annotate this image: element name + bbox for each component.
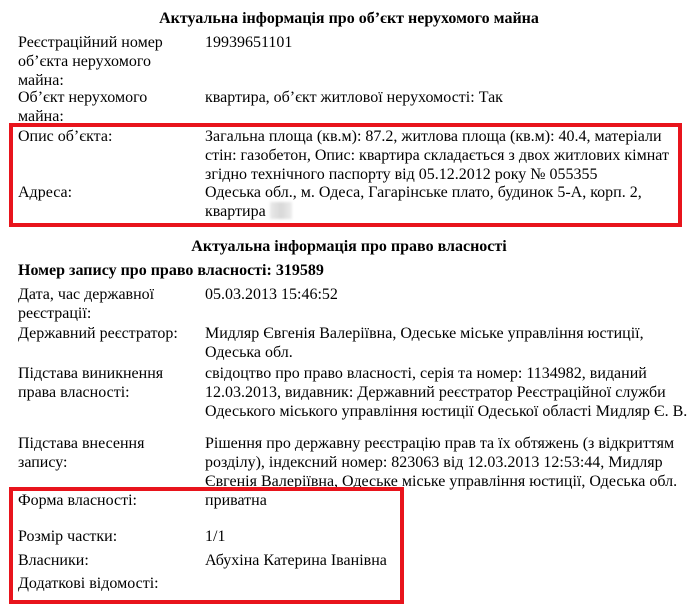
owners-value: Абухіна Катерина Іванівна [205,552,387,569]
redacted-apartment-number [270,202,292,219]
share-size-label: Розмір частки: [18,528,118,545]
ownership-basis-value: свідоцтво про право власності, серія та номер: 1134982, виданий 12.03.2013, видавник: Державний реєстратор Реєстраційної служби Одеського міського управління юстиції Одеської області Мидляр Є. В. [205,365,688,420]
share-size-value: 1/1 [205,528,226,545]
object-description-label: Опис об’єкта: [18,128,113,145]
address-label: Адреса: [18,184,73,201]
registration-number-value: 19939651101 [205,34,293,51]
address-text: Одеська обл., м. Одеса, Гагарінське плато, будинок 5-А, корп. 2, квартира [205,184,642,220]
object-description-value: Загальна площа (кв.м): 87.2, житлова площа (кв.м): 40.4, матеріали стін: газобетон, Опис: квартира складається з двох житлових кімнат згідно технічного паспорту від 05.12.2012 року № 055355 [205,128,669,183]
ownership-basis-label: Підстава виникнення права власності: [18,365,164,401]
object-type-label: Об’єкт нерухомого майна: [18,89,148,125]
ownership-form-label: Форма власності: [18,492,137,509]
ownership-section-title: Актуальна інформація про право власності [191,238,507,255]
registration-date-label: Дата, час державної реєстрації: [18,286,155,322]
owners-label: Власники: [18,552,89,569]
object-type-value: квартира, об’єкт житлової нерухомості: Так [205,89,503,106]
additional-info-label: Додаткові відомості: [18,575,159,592]
entry-basis-value: Рішення про державну реєстрацію прав та їх обтяжень (з відкриттям розділу), індексний номер: 823063 від 12.03.2013 12:53:44, Мидляр Євгенія Валеріївна, Одеське міське управління юстиції, Одеська обл. [205,435,678,490]
registrar-value: Мидляр Євгенія Валеріївна, Одеське міське управління юстиції, Одеська обл. [205,325,644,361]
ownership-record-number: Номер запису про право власності: 319589 [18,262,324,279]
address-value [205,183,690,221]
ownership-form-value: приватна [205,492,267,509]
object-section-title: Актуальна інформація про об’єкт нерухомого майна [159,10,539,27]
registration-date-value: 05.03.2013 15:46:52 [205,286,338,303]
registration-number-label: Реєстраційний номер об’єкта нерухомого майна: [18,34,163,89]
registrar-label: Державний реєстратор: [18,325,178,342]
entry-basis-label: Підстава внесення запису: [18,435,145,471]
